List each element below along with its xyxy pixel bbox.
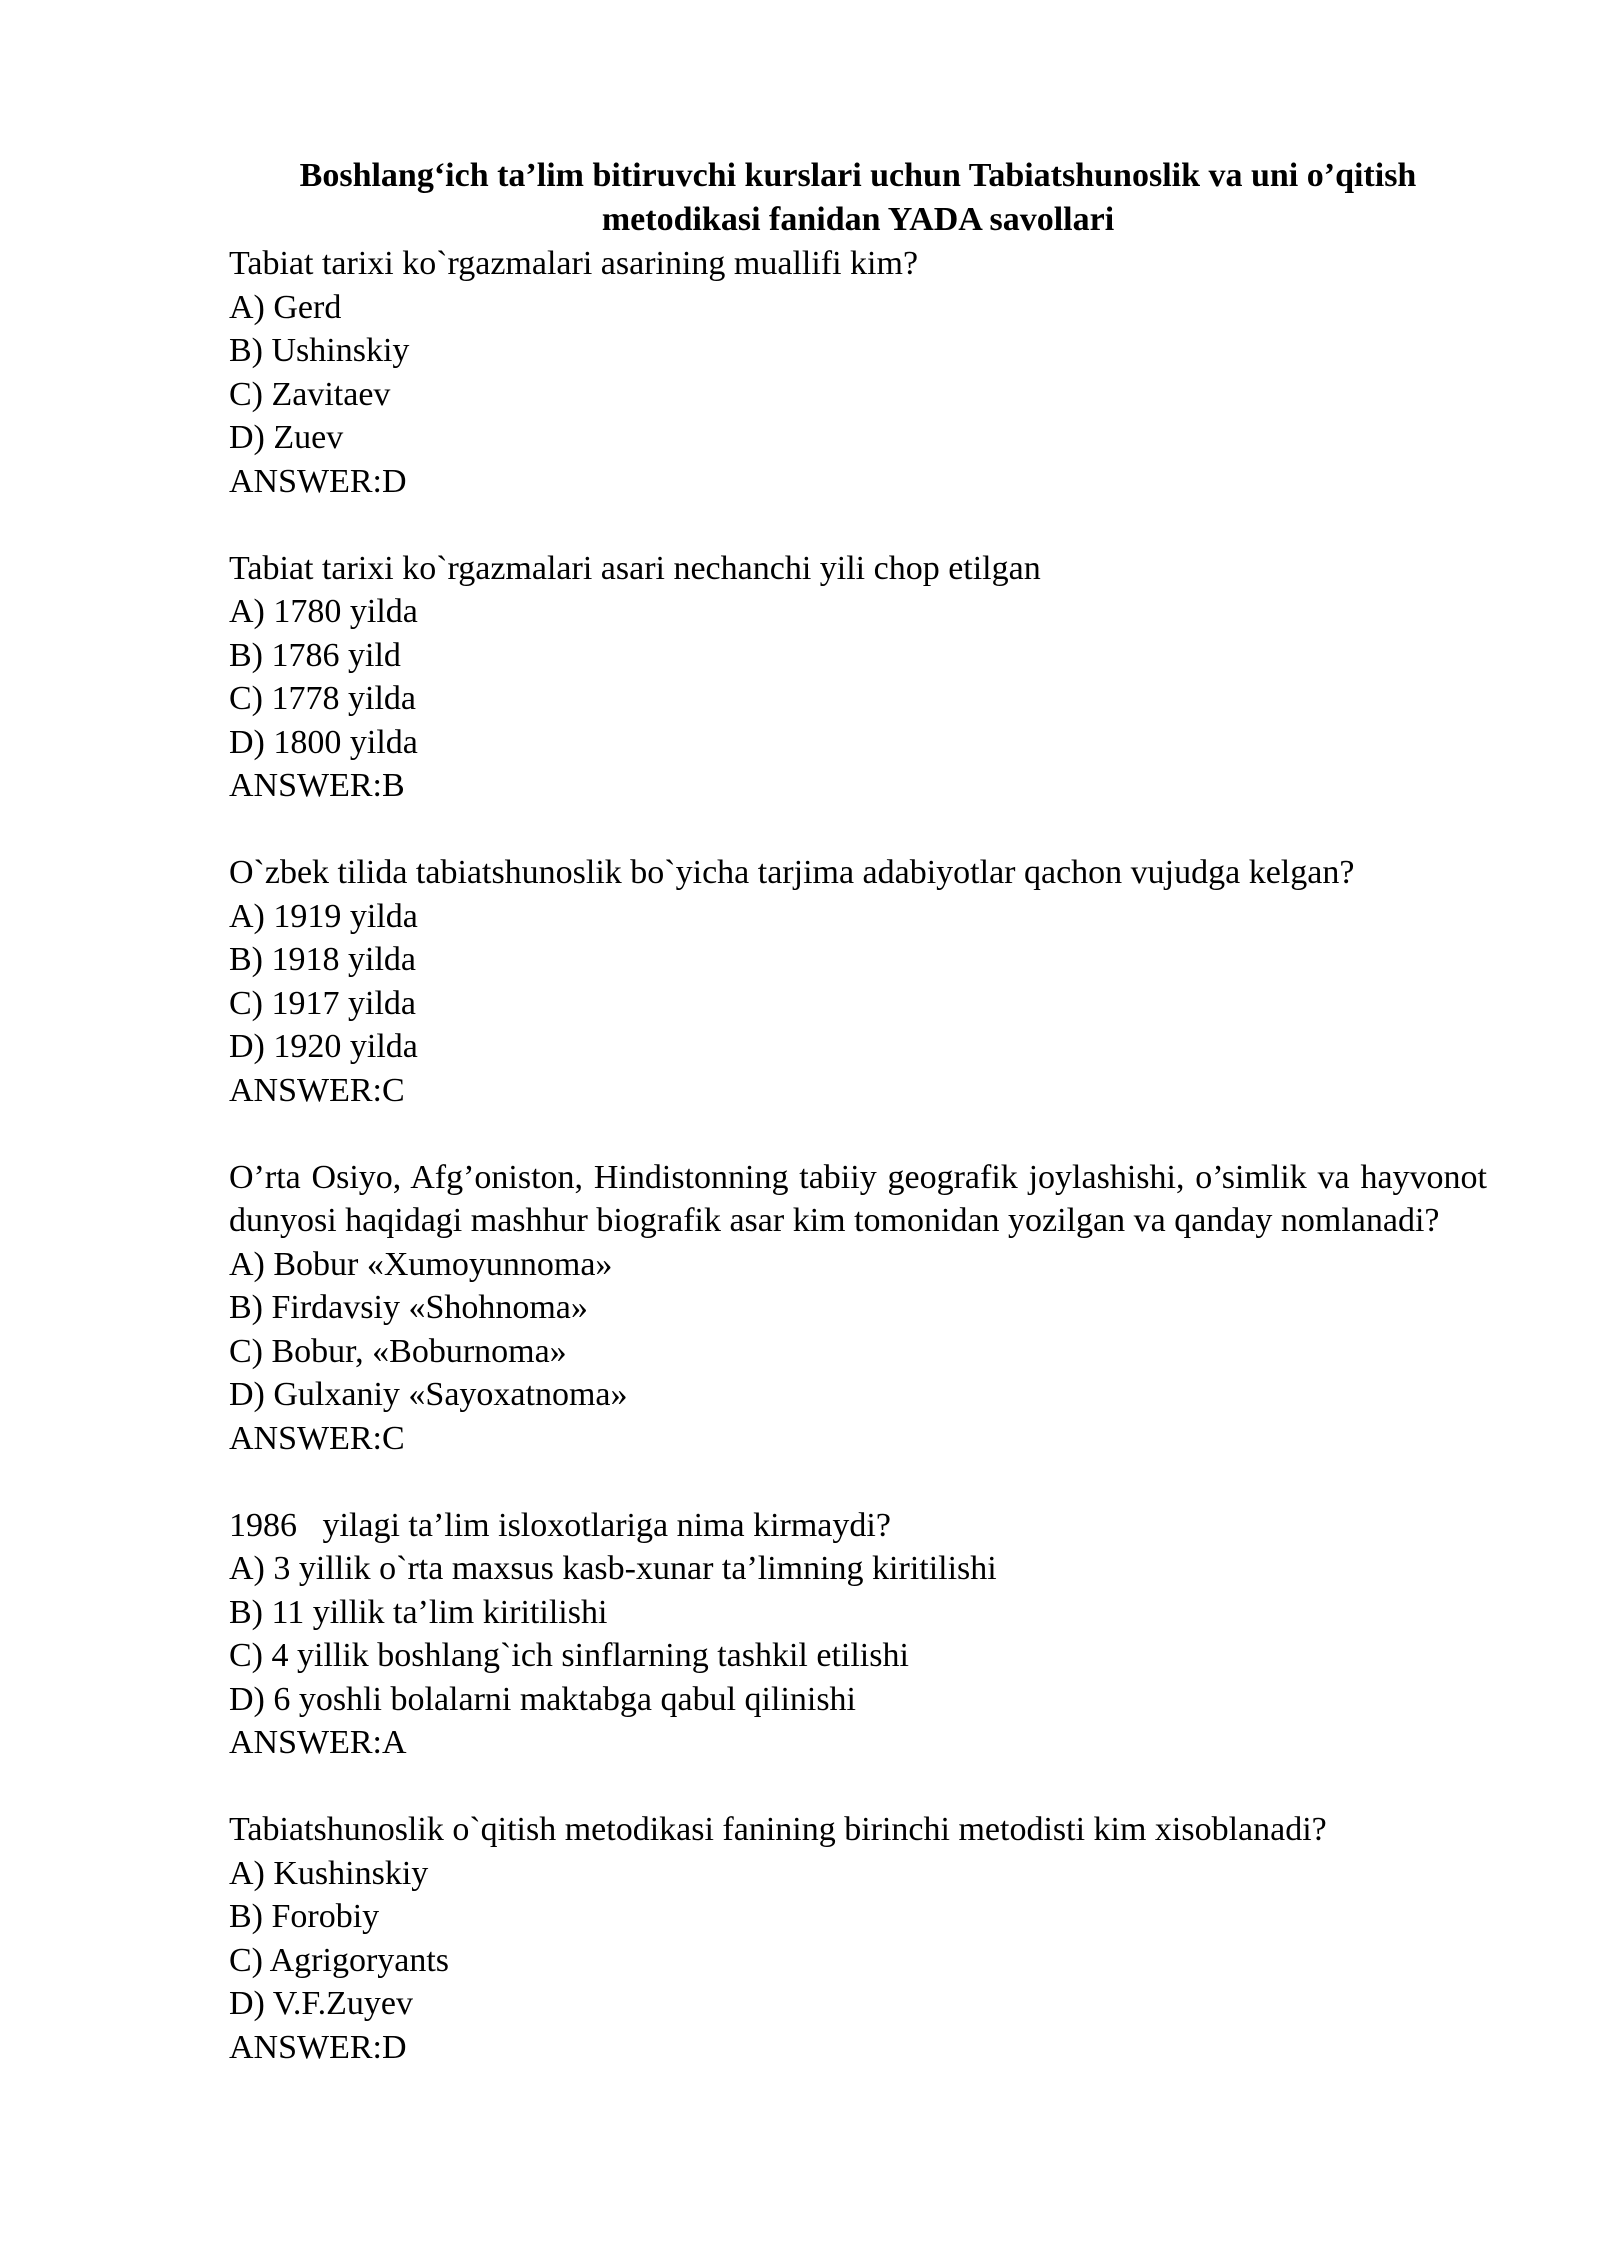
question-block — [229, 851, 1487, 1112]
option-d: D) V.F.Zuyev — [229, 1985, 413, 2022]
option-d: D) Gulxaniy «Sayoxatnoma» — [229, 1376, 628, 1413]
option-a: A) 1780 yilda — [229, 593, 418, 630]
option-c: C) Agrigoryants — [229, 1941, 450, 1979]
document-page — [229, 150, 1496, 2069]
option-b: B) Firdavsiy «Shohnoma» — [229, 1289, 588, 1326]
option-c: C) Zavitaev — [229, 375, 391, 413]
blank-line — [229, 1460, 1487, 1504]
option-b: B) 1918 yilda — [229, 941, 416, 978]
answer-line: ANSWER:C — [229, 1419, 405, 1457]
option-a: A) Bobur «Xumoyunnoma» — [229, 1245, 613, 1283]
option-b: B) Forobiy — [229, 1898, 380, 1935]
option-d: D) Zuev — [229, 419, 344, 456]
question-text: Tabiat tarixi ko`rgazmalari asarining muallifi kim? — [229, 245, 919, 282]
option-d: D) 6 yoshli bolalarni maktabga qabul qilinishi — [229, 1680, 857, 1718]
option-c: C) Bobur, «Boburnoma» — [229, 1332, 567, 1370]
option-a: A) Kushinskiy — [229, 1854, 429, 1892]
option-b: B) Ushinskiy — [229, 332, 410, 369]
option-d: D) 1800 yilda — [229, 723, 418, 761]
blank-line — [229, 808, 1487, 852]
document-title: Boshlang‘ich ta’lim bitiruvchi kurslari uchun Tabiatshunoslik va uni o’qitish metodikasi fanidan YADA savollari — [299, 157, 1417, 238]
option-c: C) 1917 yilda — [229, 984, 416, 1022]
question-block — [229, 1504, 1487, 1765]
answer-line: ANSWER:B — [229, 767, 405, 804]
blank-line — [229, 1765, 1487, 1809]
option-b: B) 11 yillik ta’lim kiritilishi — [229, 1593, 608, 1631]
question-text: O’rta Osiyo, Afg’oniston, Hindistonning tabiiy geografik joylashishi, o’simlik va hayvonot dunyosi haqidagi mashhur biografik asar kim tomonidan yozilgan va qanday nomlanadi? — [229, 1158, 1496, 1239]
blank-line — [229, 503, 1487, 547]
answer-line: ANSWER:D — [229, 462, 407, 500]
option-a: A) 1919 yilda — [229, 897, 418, 935]
blank-line — [229, 1112, 1487, 1156]
question-block — [229, 547, 1487, 808]
option-c: C) 1778 yilda — [229, 680, 416, 717]
answer-line: ANSWER:D — [229, 2028, 407, 2066]
question-block — [229, 242, 1487, 503]
question-text: Tabiat tarixi ko`rgazmalari asari nechanchi yili chop etilgan — [229, 549, 1041, 587]
question-block — [229, 1808, 1487, 2069]
question-block — [229, 1156, 1496, 1461]
question-text: 1986 yilagi ta’lim isloxotlariga nima kirmaydi? — [229, 1506, 891, 1544]
option-c: C) 4 yillik boshlang`ich sinflarning tashkil etilishi — [229, 1637, 909, 1674]
option-a: A) Gerd — [229, 288, 342, 326]
question-text: Tabiatshunoslik o`qitish metodikasi fanining birinchi metodisti kim xisoblanadi? — [229, 1811, 1327, 1848]
option-a: A) 3 yillik o`rta maxsus kasb-xunar ta’limning kiritilishi — [229, 1550, 997, 1587]
answer-line: ANSWER:A — [229, 1724, 407, 1761]
question-text: O`zbek tilida tabiatshunoslik bo`yicha tarjima adabiyotlar qachon vujudga kelgan? — [229, 854, 1355, 891]
answer-line: ANSWER:C — [229, 1071, 405, 1109]
option-d: D) 1920 yilda — [229, 1028, 418, 1065]
option-b: B) 1786 yild — [229, 636, 401, 674]
